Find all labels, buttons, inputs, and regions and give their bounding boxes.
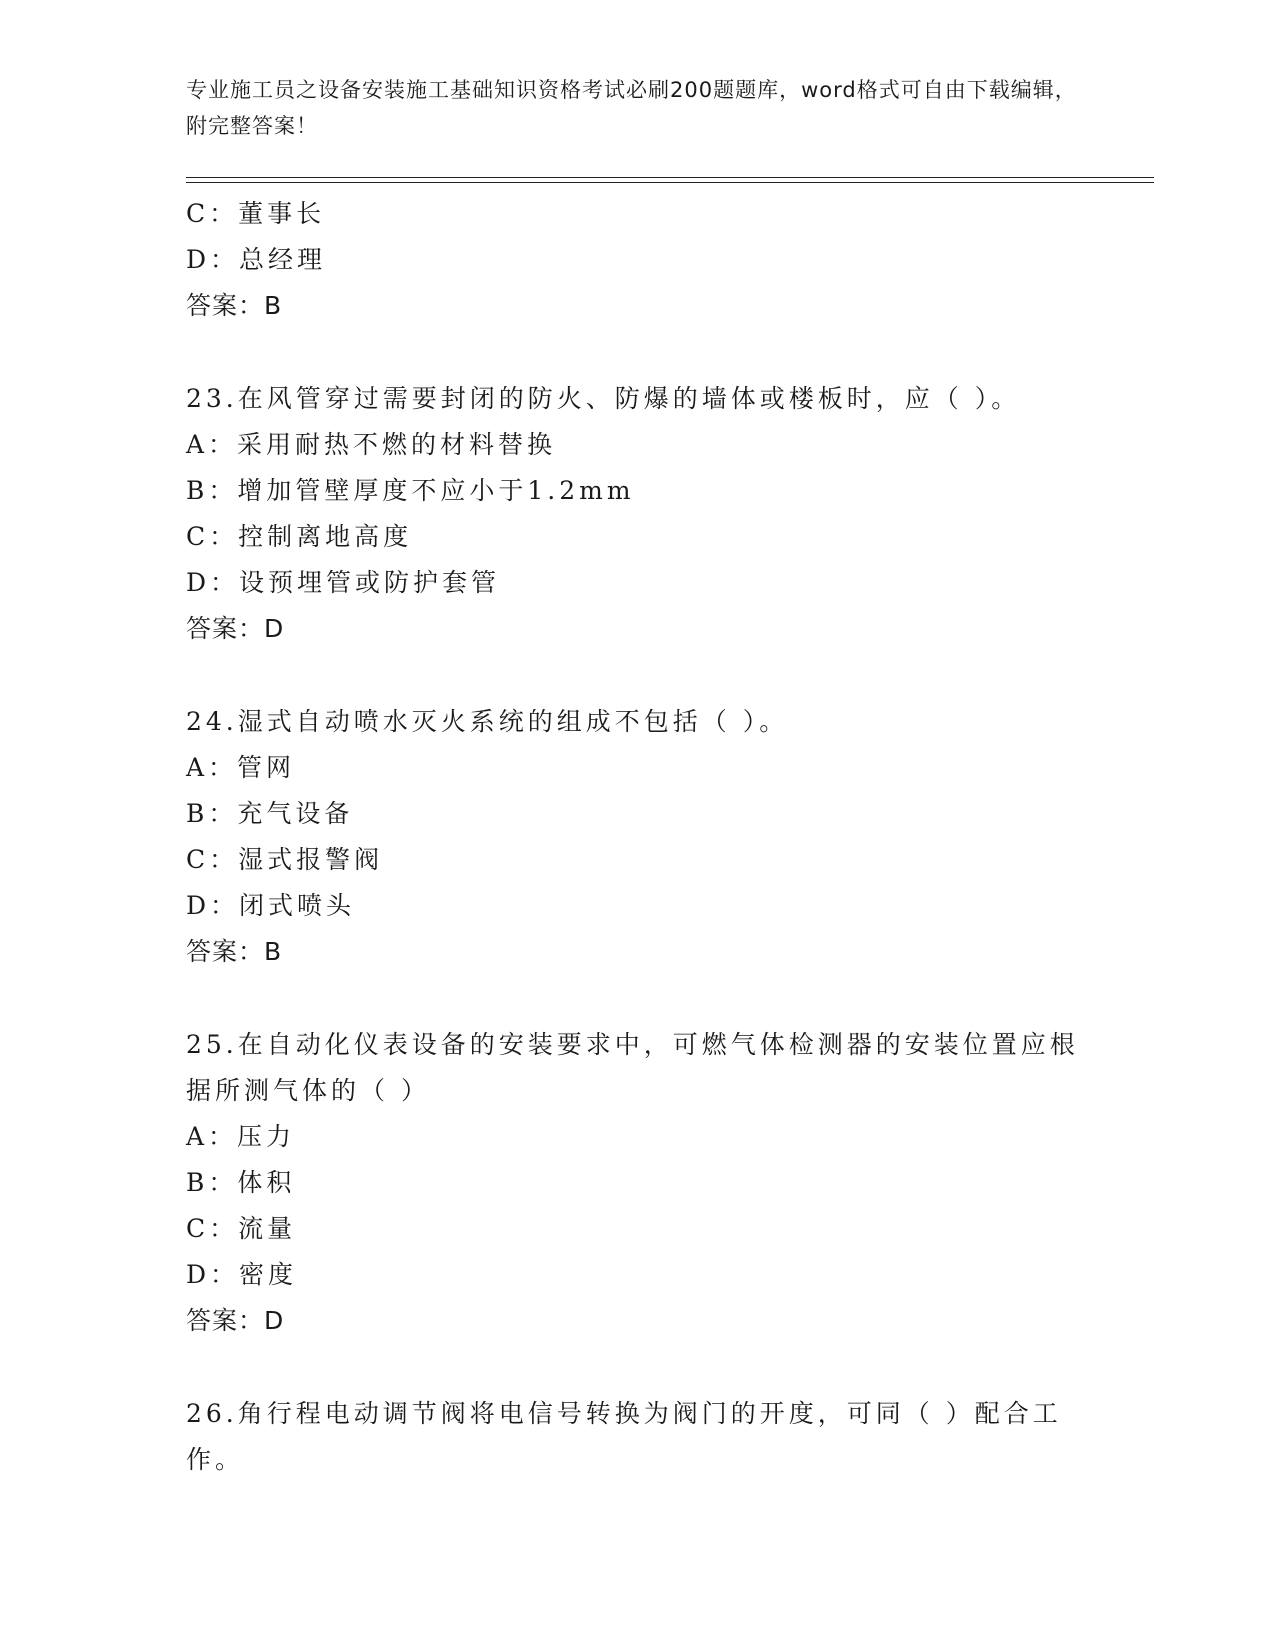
- answer: 答案：B: [186, 291, 283, 320]
- option-a: A：采用耐热不燃的材料替换: [186, 430, 557, 459]
- option-b: B：增加管壁厚度不应小于1.2mm: [186, 476, 635, 505]
- answer: 答案：D: [186, 1306, 285, 1335]
- option-c: C：湿式报警阀: [186, 845, 384, 874]
- option-c: C：董事长: [186, 199, 326, 228]
- page-header: [186, 72, 1086, 144]
- option-c: C：控制离地高度: [186, 522, 413, 551]
- question-content: [186, 191, 1086, 1483]
- answer: 答案：B: [186, 937, 283, 966]
- question-text: 24.湿式自动喷水灭火系统的组成不包括（ ）。: [186, 707, 789, 736]
- continued-question: [186, 191, 1086, 329]
- option-d: D：闭式喷头: [186, 891, 356, 920]
- question-text: 25.在自动化仪表设备的安装要求中，可燃气体检测器的安装位置应根据所测气体的（ ）: [186, 1030, 1079, 1105]
- option-b: B：体积: [186, 1168, 296, 1197]
- option-a: A：管网: [186, 753, 296, 782]
- question-text: 26.角行程电动调节阀将电信号转换为阀门的开度，可同（ ）配合工作。: [186, 1399, 1062, 1474]
- question-text: 23.在风管穿过需要封闭的防火、防爆的墙体或楼板时，应（ ）。: [186, 384, 1021, 413]
- question-26: [186, 1391, 1086, 1483]
- option-c: C：流量: [186, 1214, 297, 1243]
- option-a: A：压力: [186, 1122, 296, 1151]
- document-title: 专业施工员之设备安装施工基础知识资格考试必刷200题题库，word格式可自由下载编辑，附完整答案！: [186, 78, 1077, 138]
- question-23: [186, 376, 1086, 652]
- option-b: B：充气设备: [186, 799, 354, 828]
- question-24: [186, 699, 1086, 975]
- option-d: D：密度: [186, 1260, 298, 1289]
- header-double-rule: [186, 177, 1154, 183]
- question-25: [186, 1022, 1086, 1344]
- option-d: D：设预埋管或防护套管: [186, 568, 501, 597]
- option-d: D：总经理: [186, 245, 327, 274]
- answer: 答案：D: [186, 614, 285, 643]
